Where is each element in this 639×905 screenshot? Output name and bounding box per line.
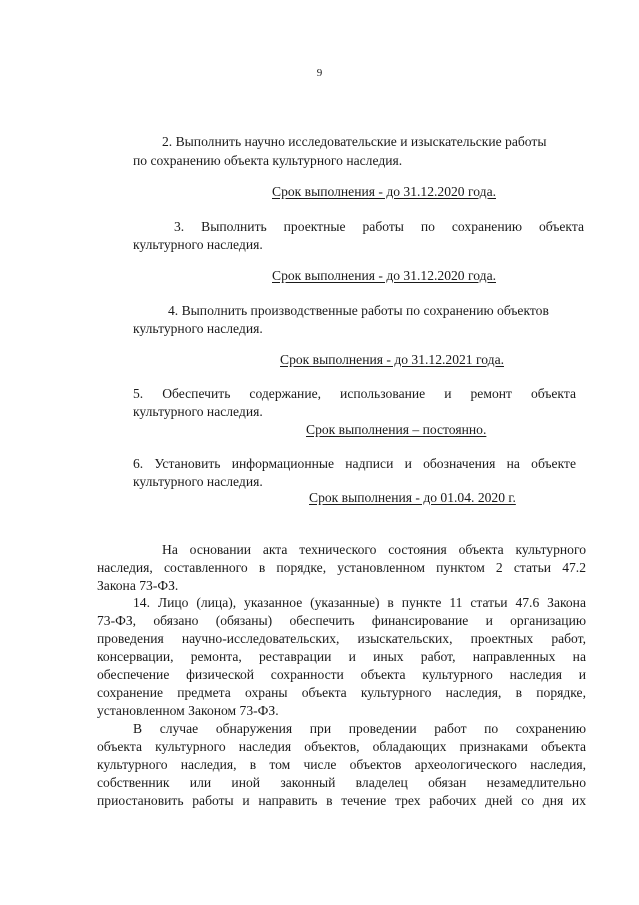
para-2-line-1: 14. Лицо (лица), указанное (указанные) в пункте 11 статьи 47.6 Закона: [133, 595, 586, 610]
page-number: 9: [316, 67, 323, 79]
item-3-line-2: культурного наследия.: [133, 237, 263, 252]
item-5-line-1: 5. Обеспечить содержание, использование и ремонт объекта: [133, 386, 576, 401]
para-2-line-2: 73-ФЗ, обязано (обязаны) обеспечить финансирование и организацию: [97, 613, 586, 628]
item-2-deadline: Срок выполнения - до 31.12.2020 года.: [272, 184, 496, 199]
item-6-line-2: культурного наследия.: [133, 474, 263, 489]
para-1-line-1: На основании акта технического состояния объекта культурного: [162, 542, 586, 557]
para-2-line-5: обеспечение физической сохранности объекта культурного наследия и: [97, 667, 586, 682]
item-5-line-2: культурного наследия.: [133, 404, 263, 419]
item-4-line-1: 4. Выполнить производственные работы по сохранению объектов: [168, 303, 549, 318]
para-3-line-3: культурного наследия, в том числе объектов археологического наследия,: [97, 757, 586, 772]
para-3-line-1: В случае обнаружения при проведении работ по сохранению: [133, 721, 586, 736]
para-3-line-4: собственник или иной законный владелец обязан незамедлительно: [97, 775, 586, 790]
para-2-line-4: консервации, ремонта, реставрации и иных работ, направленных на: [97, 649, 586, 664]
item-2-line-2: по сохранению объекта культурного наследия.: [133, 153, 403, 168]
para-2-line-7: установленном Законом 73-ФЗ.: [97, 703, 279, 718]
item-5-deadline: Срок выполнения – постоянно.: [306, 422, 487, 437]
para-2-line-3: проведения научно-исследовательских, изыскательских, проектных работ,: [97, 631, 586, 646]
item-6-line-1: 6. Установить информационные надписи и обозначения на объекте: [133, 456, 576, 471]
para-3-line-2: объекта культурного наследия объектов, обладающих признаками объекта: [97, 739, 586, 754]
para-1-line-3: Закона 73-ФЗ.: [97, 578, 179, 593]
item-2-line-1: 2. Выполнить научно исследовательские и изыскательские работы: [162, 134, 547, 149]
para-2-line-6: сохранение предмета охраны объекта культурного наследия, в порядке,: [97, 685, 586, 700]
item-3-deadline: Срок выполнения - до 31.12.2020 года.: [272, 268, 496, 283]
item-4-line-2: культурного наследия.: [133, 321, 263, 336]
para-3-line-5: приостановить работы и направить в течение трех рабочих дней со дня их: [97, 793, 586, 808]
item-3-line-1: 3. Выполнить проектные работы по сохранению объекта: [174, 219, 584, 234]
para-1-line-2: наследия, составленного в порядке, установленном пунктом 2 статьи 47.2: [97, 560, 586, 575]
item-6-deadline: Срок выполнения - до 01.04. 2020 г.: [309, 490, 516, 505]
item-4-deadline: Срок выполнения - до 31.12.2021 года.: [280, 352, 504, 367]
